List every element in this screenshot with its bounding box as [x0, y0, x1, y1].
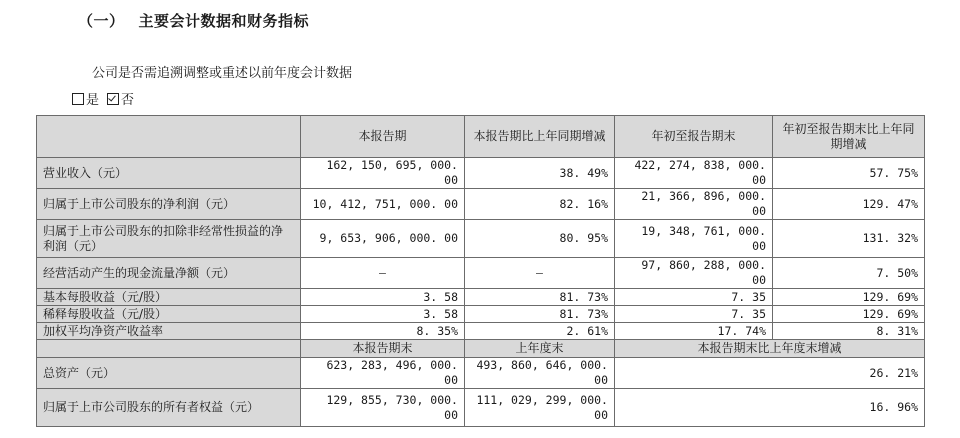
cell-ytd-yoy: 129. 47%: [773, 189, 925, 220]
header-prior-year-end: 上年度末: [465, 340, 615, 358]
row-label: 加权平均净资产收益率: [37, 323, 301, 340]
option-yes[interactable]: [72, 89, 99, 108]
table-row: [37, 358, 925, 389]
header-change: 本报告期末比上年度末增减: [615, 340, 925, 358]
restatement-options: [72, 89, 142, 108]
checkbox-checked-icon[interactable]: [107, 93, 119, 105]
cell-current: 3. 58: [301, 306, 465, 323]
cell-ytd: 7. 35: [615, 306, 773, 323]
table-row: [37, 306, 925, 323]
cell-change: 26. 21%: [615, 358, 925, 389]
cell-yoy: 2. 61%: [465, 323, 615, 340]
cell-ytd: 7. 35: [615, 289, 773, 306]
cell-ytd-yoy: 7. 50%: [773, 258, 925, 289]
cell-change: 16. 96%: [615, 389, 925, 427]
header-empty: [37, 340, 301, 358]
header-yoy-change: 本报告期比上年同期增减: [465, 116, 615, 158]
cell-ytd: 19, 348, 761, 000. 00: [615, 220, 773, 258]
cell-current: —: [301, 258, 465, 289]
table-row: [37, 258, 925, 289]
row-label: 总资产（元）: [37, 358, 301, 389]
cell-period-end: 623, 283, 496, 000. 00: [301, 358, 465, 389]
option-no-label: 否: [121, 93, 135, 108]
section-title-text: 主要会计数据和财务指标: [138, 12, 310, 30]
cell-current: 8. 35%: [301, 323, 465, 340]
cell-ytd: 17. 74%: [615, 323, 773, 340]
restatement-question: 公司是否需追溯调整或重述以前年度会计数据: [92, 66, 353, 81]
option-no[interactable]: [107, 89, 134, 108]
cell-yoy: 82. 16%: [465, 189, 615, 220]
table-row: [37, 158, 925, 189]
cell-yoy: 80. 95%: [465, 220, 615, 258]
cell-ytd-yoy: 129. 69%: [773, 306, 925, 323]
row-label: 稀释每股收益（元/股）: [37, 306, 301, 323]
cell-yoy: 81. 73%: [465, 289, 615, 306]
table-row: [37, 323, 925, 340]
option-yes-label: 是: [86, 93, 100, 108]
cell-current: 9, 653, 906, 000. 00: [301, 220, 465, 258]
row-label: 营业收入（元）: [37, 158, 301, 189]
section-title: [78, 10, 309, 31]
cell-ytd: 21, 366, 896, 000. 00: [615, 189, 773, 220]
cell-ytd: 97, 860, 288, 000. 00: [615, 258, 773, 289]
row-label: 基本每股收益（元/股）: [37, 289, 301, 306]
header-empty: [37, 116, 301, 158]
cell-ytd-yoy: 57. 75%: [773, 158, 925, 189]
cell-current: 162, 150, 695, 000. 00: [301, 158, 465, 189]
header-ytd-yoy-change: 年初至报告期末比上年同期增减: [773, 116, 925, 158]
checkbox-unchecked-icon[interactable]: [72, 93, 84, 105]
balance-header-row: [37, 340, 925, 358]
cell-yoy: 38. 49%: [465, 158, 615, 189]
header-current-period: 本报告期: [301, 116, 465, 158]
row-label: 归属于上市公司股东的扣除非经常性损益的净利润（元）: [37, 220, 301, 258]
table-row: [37, 220, 925, 258]
cell-ytd: 422, 274, 838, 000. 00: [615, 158, 773, 189]
financial-indicators-table: [36, 115, 925, 427]
table-header-row: [37, 116, 925, 158]
cell-prior-year-end: 111, 029, 299, 000. 00: [465, 389, 615, 427]
cell-yoy: —: [465, 258, 615, 289]
section-number: （一）: [78, 12, 125, 30]
header-ytd: 年初至报告期末: [615, 116, 773, 158]
table-row: [37, 389, 925, 427]
row-label: 归属于上市公司股东的所有者权益（元）: [37, 389, 301, 427]
cell-ytd-yoy: 131. 32%: [773, 220, 925, 258]
cell-ytd-yoy: 129. 69%: [773, 289, 925, 306]
cell-yoy: 81. 73%: [465, 306, 615, 323]
table-row: [37, 189, 925, 220]
row-label: 经营活动产生的现金流量净额（元）: [37, 258, 301, 289]
header-period-end: 本报告期末: [301, 340, 465, 358]
cell-current: 10, 412, 751, 000. 00: [301, 189, 465, 220]
cell-period-end: 129, 855, 730, 000. 00: [301, 389, 465, 427]
table-row: [37, 289, 925, 306]
row-label: 归属于上市公司股东的净利润（元）: [37, 189, 301, 220]
cell-ytd-yoy: 8. 31%: [773, 323, 925, 340]
cell-prior-year-end: 493, 860, 646, 000. 00: [465, 358, 615, 389]
cell-current: 3. 58: [301, 289, 465, 306]
